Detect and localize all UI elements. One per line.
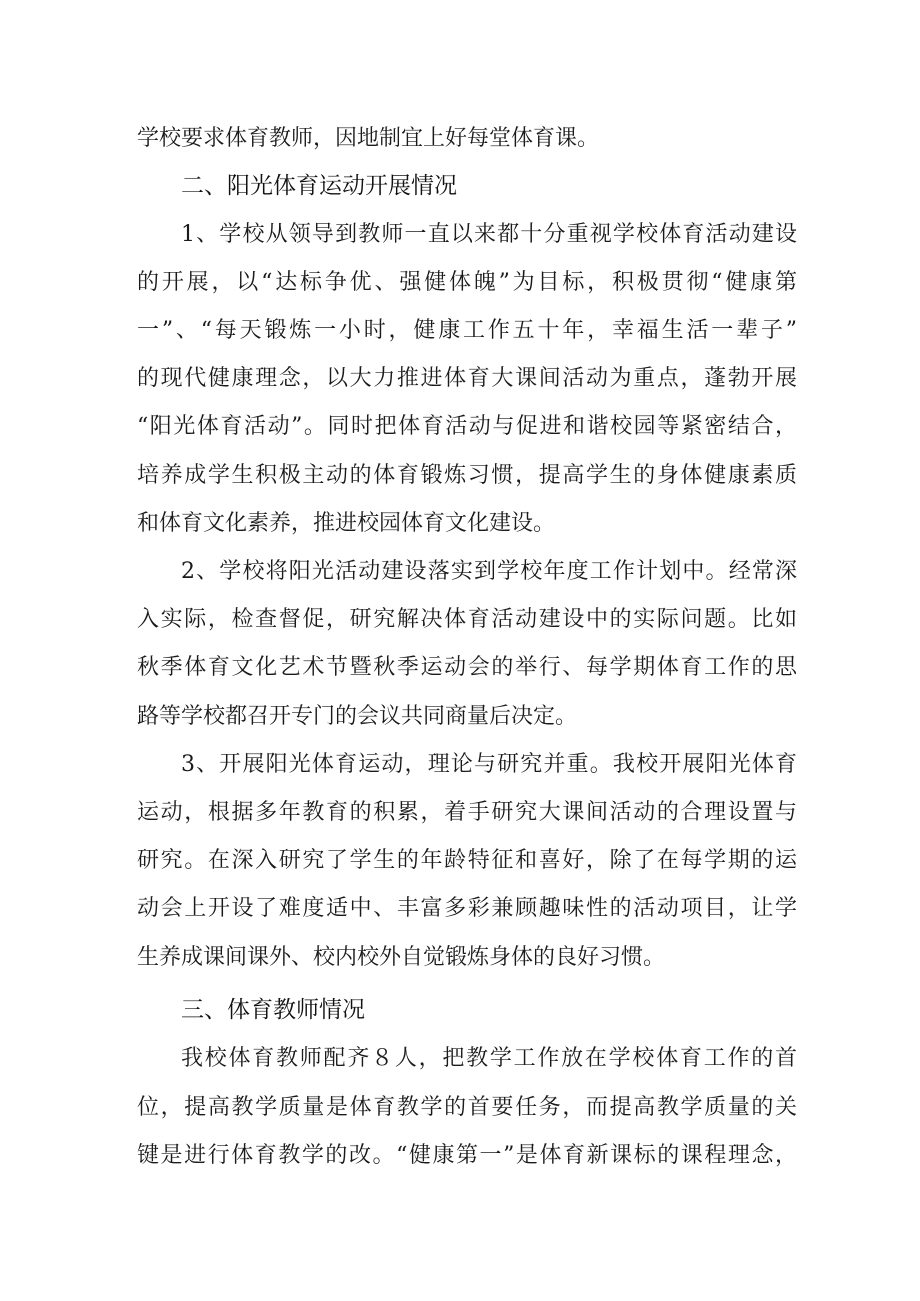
section-heading: 二、阳光体育运动开展情况 <box>181 173 457 199</box>
paragraph-line: 的现代健康理念，以大力推进体育大课间活动为重点，蓬勃开展 <box>137 366 797 391</box>
paragraph-line: 我校体育教师配齐８人，把教学工作放在学校体育工作的首 <box>181 1046 797 1071</box>
paragraph-line: 路等学校都召开专门的会议共同商量后决定。 <box>137 704 578 729</box>
paragraph-line: 的开展，以“达标争优、强健体魄”为目标，积极贯彻“健康第 <box>137 270 797 295</box>
paragraph-line: 1、学校从领导到教师一直以来都十分重视学校体育活动建设 <box>181 222 797 247</box>
paragraph-line: “阳光体育活动”。同时把体育活动与促进和谐校园等紧密结合， <box>137 414 797 439</box>
paragraph-line: 秋季体育文化艺术节暨秋季运动会的举行、每学期体育工作的思 <box>137 655 797 680</box>
paragraph-line: 动会上开设了难度适中、丰富多彩兼顾趣味性的活动项目，让学 <box>137 896 797 921</box>
paragraph-line: 和体育文化素养，推进校园体育文化建设。 <box>137 511 556 536</box>
paragraph-line: 研究。在深入研究了学生的年龄特征和喜好，除了在每学期的运 <box>137 848 797 873</box>
paragraph-line: 入实际，检查督促，研究解决体育活动建设中的实际问题。比如 <box>137 607 797 632</box>
paragraph-line: 一”、“每天锻炼一小时，健康工作五十年，幸福生活一辈子” <box>137 318 797 343</box>
paragraph-line: 位，提高教学质量是体育教学的首要任务，而提高教学质量的关 <box>137 1095 797 1120</box>
paragraph-line: 键是进行体育教学的改。“健康第一”是体育新课标的课程理念， <box>137 1143 797 1168</box>
paragraph-line: 学校要求体育教师，因地制宜上好每堂体育课。 <box>137 126 600 151</box>
section-heading: 三、体育教师情况 <box>181 997 365 1023</box>
paragraph-line: 运动，根据多年教育的积累，着手研究大课间活动的合理设置与 <box>137 800 797 825</box>
paragraph-line: 3、开展阳光体育运动，理论与研究并重。我校开展阳光体育 <box>181 752 797 777</box>
paragraph-line: 2、学校将阳光活动建设落实到学校年度工作计划中。经常深 <box>181 559 797 584</box>
paragraph-line: 生养成课间课外、校内校外自觉锻炼身体的良好习惯。 <box>137 945 666 970</box>
paragraph-line: 培养成学生积极主动的体育锻炼习惯，提高学生的身体健康素质 <box>137 463 797 488</box>
